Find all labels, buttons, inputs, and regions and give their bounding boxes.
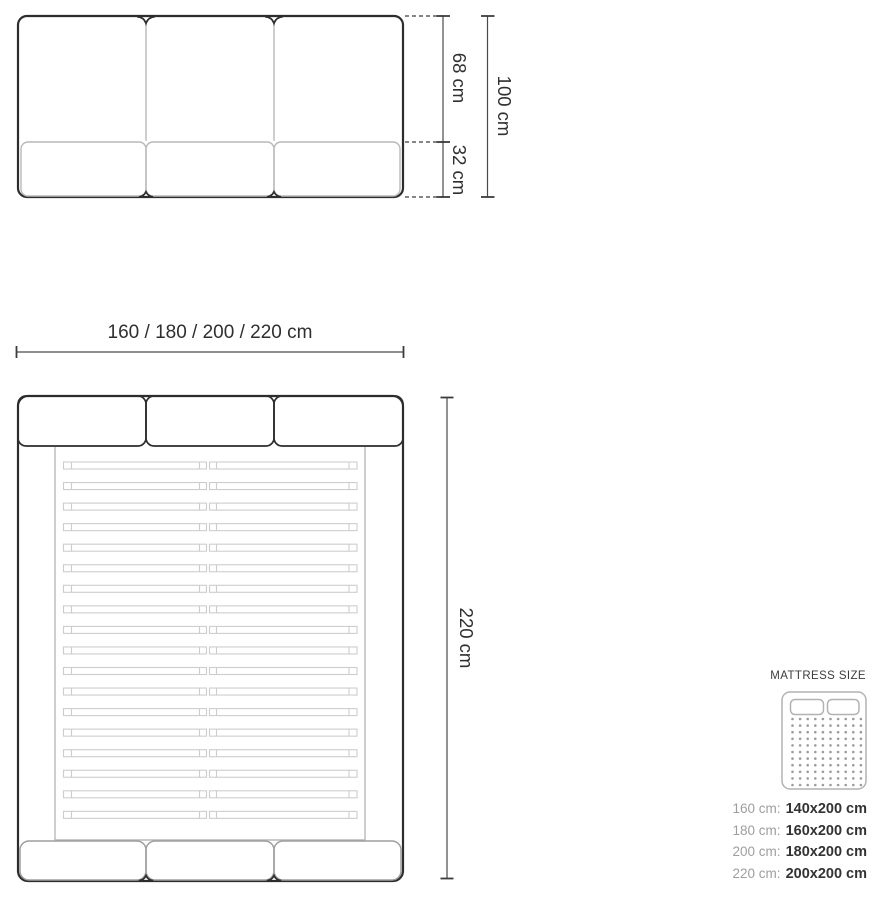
slat-grid bbox=[64, 462, 358, 818]
slat-row bbox=[64, 462, 358, 469]
headboard-front-view bbox=[18, 16, 403, 197]
table-row bbox=[733, 844, 867, 866]
dim-label-width: 160 / 180 / 200 / 220 cm bbox=[107, 322, 313, 343]
headboard-cushion bbox=[274, 396, 403, 446]
size-value: 200x200 cm bbox=[785, 866, 867, 883]
mattress-size-table bbox=[733, 801, 867, 888]
size-label: 200 cm: bbox=[732, 844, 781, 860]
size-label: 160 cm: bbox=[732, 801, 781, 816]
slat-row bbox=[64, 750, 358, 757]
footboard-cushion bbox=[146, 841, 274, 880]
dim-label-upper-height: 68 cm bbox=[449, 52, 470, 104]
size-label: 220 cm: bbox=[732, 866, 781, 882]
slat-row bbox=[64, 626, 358, 633]
footboard-cushion bbox=[20, 841, 146, 880]
slat-row bbox=[64, 770, 358, 777]
slat-row bbox=[64, 544, 358, 551]
footboard-notch bbox=[139, 876, 153, 881]
slat-row bbox=[64, 647, 358, 654]
panel-top-notch bbox=[265, 17, 283, 24]
headboard-outline bbox=[18, 16, 403, 197]
footboard-cushion bbox=[274, 841, 401, 880]
table-row bbox=[733, 823, 867, 845]
slat-row bbox=[64, 729, 358, 736]
slat-row bbox=[64, 483, 358, 490]
table-row bbox=[733, 866, 867, 888]
size-label: 180 cm: bbox=[732, 822, 781, 838]
pillow-right-icon bbox=[828, 700, 860, 715]
size-value: 180x200 cm bbox=[785, 844, 867, 861]
headboard-cushion bbox=[18, 396, 146, 446]
headboard-cushion bbox=[146, 396, 274, 446]
slat-row bbox=[64, 668, 358, 675]
front-cushion bbox=[21, 142, 146, 196]
dim-label-lower-height: 32 cm bbox=[449, 144, 470, 196]
size-value: 140x200 cm bbox=[785, 801, 867, 817]
mattress-icon bbox=[782, 692, 866, 789]
table-row bbox=[733, 801, 867, 823]
top-view-dimensions bbox=[16, 346, 454, 879]
mattress-dots bbox=[791, 718, 862, 787]
dim-label-length: 220 cm bbox=[456, 607, 477, 669]
slat-row bbox=[64, 709, 358, 716]
slat-row bbox=[64, 585, 358, 592]
slat-row bbox=[64, 606, 358, 613]
slat-row bbox=[64, 688, 358, 695]
slat-row bbox=[64, 811, 358, 818]
slat-row bbox=[64, 565, 358, 572]
slat-row bbox=[64, 503, 358, 510]
dim-label-total-height: 100 cm bbox=[494, 75, 515, 137]
slat-row bbox=[64, 791, 358, 798]
front-cushion bbox=[146, 142, 274, 196]
mattress-size-title: MATTRESS SIZE bbox=[770, 670, 866, 682]
pillow-left-icon bbox=[791, 700, 824, 715]
size-value: 160x200 cm bbox=[785, 822, 867, 839]
bed-top-view bbox=[18, 396, 403, 881]
front-cushion bbox=[274, 142, 400, 196]
slat-row bbox=[64, 524, 358, 531]
panel-top-notch bbox=[137, 17, 155, 24]
footboard-notch bbox=[267, 876, 281, 881]
